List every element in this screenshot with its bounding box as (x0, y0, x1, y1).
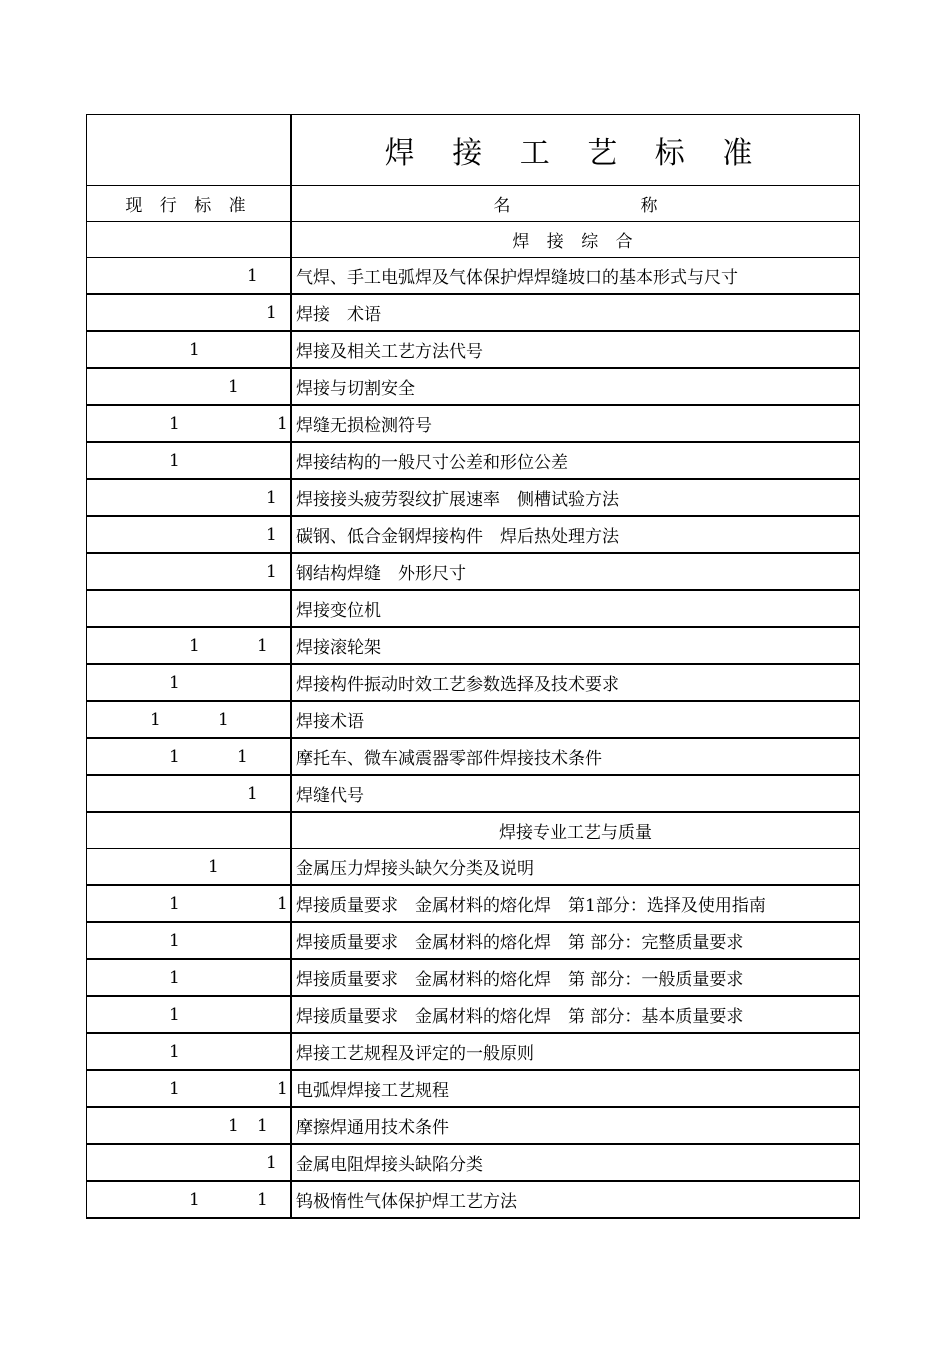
standard-code-fragment: 1 (266, 303, 277, 323)
table-row (87, 885, 860, 922)
standard-code-cell (87, 1144, 292, 1181)
standard-name-cell: 焊接质量要求 金属材料的熔化焊 第 部分：完整质量要求 (291, 922, 860, 959)
table-row (87, 331, 860, 368)
standard-name-cell: 焊接质量要求 金属材料的熔化焊 第1部分：选择及使用指南 (291, 885, 860, 922)
table-row (87, 922, 860, 959)
table-row (87, 294, 860, 331)
table-row (87, 996, 860, 1033)
standard-code-fragment: 1 (169, 673, 180, 693)
standard-name-cell: 电弧焊焊接工艺规程 (291, 1070, 860, 1107)
standard-code-cell (87, 1070, 292, 1107)
table-row (87, 775, 860, 812)
standard-code-cell (87, 959, 292, 996)
standard-name-cell: 钨极惰性气体保护焊工艺方法 (291, 1181, 860, 1218)
standard-code-fragment: 1 (266, 1153, 277, 1173)
table-row (87, 516, 860, 553)
title-blank-cell (87, 115, 292, 186)
standard-name-cell: 焊接变位机 (291, 590, 860, 627)
standard-code-fragment: 1 (169, 1005, 180, 1025)
standard-name-cell: 碳钢、低合金钢焊接构件 焊后热处理方法 (291, 516, 860, 553)
table-row (87, 627, 860, 664)
table-row (87, 1144, 860, 1181)
standard-code-fragment: 1 (208, 857, 219, 877)
standard-code-cell (87, 738, 292, 775)
standard-code-cell (87, 1033, 292, 1070)
standard-code-fragment: 1 (228, 1116, 239, 1136)
standard-code-cell (87, 479, 292, 516)
standard-code-cell (87, 331, 292, 368)
standard-code-fragment: 1 (257, 1116, 268, 1136)
section-row (87, 812, 860, 849)
standard-name-cell: 金属电阻焊接头缺陷分类 (291, 1144, 860, 1181)
standard-code-cell (87, 553, 292, 590)
standard-code-cell (87, 922, 292, 959)
standard-code-fragment: 1 (169, 931, 180, 951)
standard-code-cell (87, 775, 292, 812)
standard-name-cell: 摩擦焊通用技术条件 (291, 1107, 860, 1144)
section-heading: 焊接专业工艺与质量 (291, 812, 860, 849)
standard-code-cell (87, 222, 292, 258)
standard-name-cell: 焊缝代号 (291, 775, 860, 812)
standard-name-cell: 焊接工艺规程及评定的一般原则 (291, 1033, 860, 1070)
standard-code-cell (87, 516, 292, 553)
standard-name-cell: 焊接及相关工艺方法代号 (291, 331, 860, 368)
standard-code-fragment: 1 (169, 1079, 180, 1099)
standard-code-fragment: 1 (169, 894, 180, 914)
standard-code-fragment: 1 (189, 1190, 200, 1210)
table-row (87, 590, 860, 627)
standard-code-cell (87, 405, 292, 442)
section-row (87, 222, 860, 258)
standard-code-fragment: 1 (169, 968, 180, 988)
name-column-header: 名称 (291, 186, 860, 222)
table-row (87, 849, 860, 886)
standard-name-cell: 焊接接头疲劳裂纹扩展速率 侧槽试验方法 (291, 479, 860, 516)
table-row (87, 1033, 860, 1070)
standard-name-cell: 摩托车、微车减震器零部件焊接技术条件 (291, 738, 860, 775)
table-row (87, 442, 860, 479)
standard-code-fragment: 1 (189, 340, 200, 360)
table-row (87, 1181, 860, 1218)
standard-name-cell: 焊缝无损检测符号 (291, 405, 860, 442)
standard-code-fragment: 1 (266, 562, 277, 582)
standard-code-fragment: 1 (277, 894, 288, 914)
standard-name-cell: 焊接质量要求 金属材料的熔化焊 第 部分：一般质量要求 (291, 959, 860, 996)
table-row (87, 368, 860, 405)
standard-code-fragment: 1 (257, 1190, 268, 1210)
table-row (87, 553, 860, 590)
title-row (87, 115, 860, 186)
standards-table (86, 114, 860, 1219)
standard-code-fragment: 1 (150, 710, 161, 730)
standard-code-cell (87, 885, 292, 922)
standard-code-cell (87, 368, 292, 405)
standard-code-fragment: 1 (266, 488, 277, 508)
standard-code-fragment: 1 (169, 414, 180, 434)
standard-code-cell (87, 294, 292, 331)
table-row (87, 1070, 860, 1107)
standard-code-cell (87, 1107, 292, 1144)
standard-name-cell: 焊接构件振动时效工艺参数选择及技术要求 (291, 664, 860, 701)
standard-code-cell (87, 258, 292, 295)
standard-code-cell (87, 996, 292, 1033)
standard-code-cell (87, 590, 292, 627)
standard-code-cell (87, 1181, 292, 1218)
table-row (87, 959, 860, 996)
code-column-header: 现 行 标 准 (87, 186, 292, 222)
table-row (87, 738, 860, 775)
standard-code-fragment: 1 (237, 747, 248, 767)
standard-code-fragment: 1 (189, 636, 200, 656)
table-body (87, 115, 860, 1219)
standard-code-fragment: 1 (228, 377, 239, 397)
section-heading: 焊 接 综 合 (291, 222, 860, 258)
standard-code-cell (87, 701, 292, 738)
standard-code-fragment: 1 (247, 784, 258, 804)
standard-code-cell (87, 664, 292, 701)
standard-name-cell: 焊接术语 (291, 701, 860, 738)
standard-name-cell: 焊接与切割安全 (291, 368, 860, 405)
table-row (87, 479, 860, 516)
standard-code-fragment: 1 (169, 747, 180, 767)
standard-name-cell: 焊接质量要求 金属材料的熔化焊 第 部分：基本质量要求 (291, 996, 860, 1033)
standard-code-fragment: 1 (169, 451, 180, 471)
standard-code-fragment: 1 (247, 266, 258, 286)
standard-code-fragment: 1 (266, 525, 277, 545)
page-title: 焊 接 工 艺 标 准 (291, 115, 860, 186)
standard-code-fragment: 1 (257, 636, 268, 656)
header-row (87, 186, 860, 222)
standard-name-cell: 焊接结构的一般尺寸公差和形位公差 (291, 442, 860, 479)
standard-code-fragment: 1 (277, 1079, 288, 1099)
standard-name-cell: 焊接 术语 (291, 294, 860, 331)
standard-code-cell (87, 812, 292, 849)
table-row (87, 1107, 860, 1144)
standard-code-fragment: 1 (169, 1042, 180, 1062)
standard-code-cell (87, 442, 292, 479)
standard-code-fragment: 1 (218, 710, 229, 730)
table-row (87, 664, 860, 701)
standard-name-cell: 金属压力焊接头缺欠分类及说明 (291, 849, 860, 886)
standard-name-cell: 焊接滚轮架 (291, 627, 860, 664)
standard-name-cell: 气焊、手工电弧焊及气体保护焊焊缝坡口的基本形式与尺寸 (291, 258, 860, 295)
standard-code-fragment: 1 (277, 414, 288, 434)
table-row (87, 405, 860, 442)
standard-code-cell (87, 627, 292, 664)
standard-code-cell (87, 849, 292, 886)
table-row (87, 701, 860, 738)
standard-name-cell: 钢结构焊缝 外形尺寸 (291, 553, 860, 590)
table-row (87, 258, 860, 295)
